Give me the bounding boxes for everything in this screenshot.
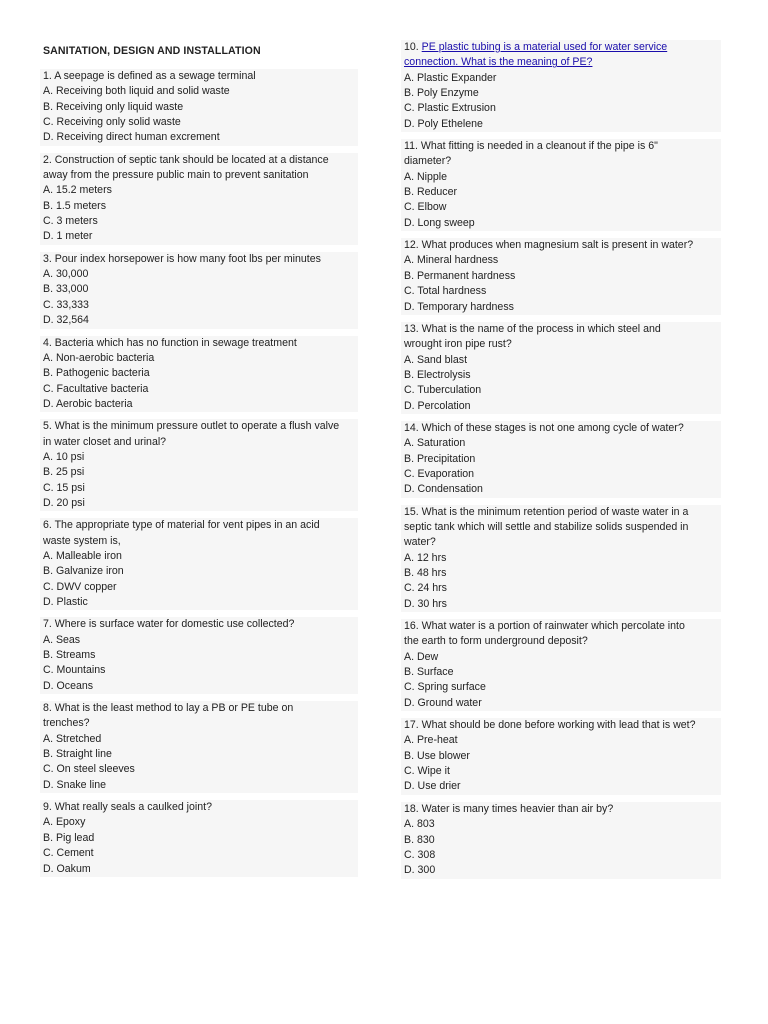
option-b: B. Electrolysis [404,368,471,381]
option-d: D. Ground water [404,696,482,709]
right-column [401,40,721,886]
option-a: A. Malleable iron [43,549,122,562]
question-stem [401,802,721,817]
question-text: 7. Where is surface water for domestic use collected? [43,618,295,631]
question-stem [401,322,721,353]
question-text: the earth to form underground deposit? [404,635,588,648]
option-b: B. Reducer [404,186,457,199]
question-text: 12. What produces when magnesium salt is present in water? [404,239,694,252]
question-text: 4. Bacteria which has no function in sewage treatment [43,336,297,349]
option-d: D. Receiving direct human excrement [43,131,220,144]
option-c: C. Evaporation [404,467,475,480]
option-b: B. 25 psi [43,466,85,479]
page-title: SANITATION, DESIGN AND INSTALLATION [40,40,358,62]
option-b: B. 33,000 [43,283,89,296]
question-text: 17. What should be done before working with lead that is wet? [404,719,696,732]
question-text: 3. Pour index horsepower is how many foot lbs per minutes [43,252,321,265]
option-c: C. Wipe it [404,765,450,778]
option-b: B. Poly Enzyme [404,87,479,100]
question-list-left [40,69,358,877]
question-text: 9. What really seals a caulked joint? [43,801,212,814]
question-text: waste system is, [43,534,121,547]
option-c: C. Cement [43,847,94,860]
option-a: A. 30,000 [43,268,89,281]
option-d: D. Percolation [404,399,471,412]
option-c: C. Total hardness [404,285,487,298]
option-d: D. Long sweep [404,216,475,229]
question-14 [401,421,721,498]
option-b: B. 1.5 meters [43,199,106,212]
question-4 [40,336,358,413]
question-13 [401,322,721,414]
option-b: B. Pig lead [43,831,95,844]
question-stem [401,139,721,170]
option-a: A. Stretched [43,732,102,745]
question-link[interactable]: PE plastic tubing is a material used for water service [421,41,668,53]
option-a: A. Epoxy [43,816,86,829]
question-12 [401,238,721,315]
option-d: D. 1 meter [43,230,93,243]
question-text: 16. What water is a portion of rainwater which percolate into [404,620,685,633]
option-d: D. 30 hrs [404,597,447,610]
left-column [40,40,358,884]
question-list-right [401,139,721,878]
option-c: C. Elbow [404,201,447,214]
question-text: water? [404,536,436,549]
question-stem [40,419,358,450]
question-stem [401,718,721,733]
option-a: A. Non-aerobic bacteria [43,351,155,364]
option-c: C. 24 hrs [404,582,447,595]
option-c: C. Plastic Extrusion [404,102,496,115]
question-text: diameter? [404,155,452,168]
question-stem [401,505,721,551]
option-a: A. Sand blast [404,353,468,366]
question-stem [40,800,358,815]
question-stem [40,153,358,184]
option-d: D. Poly Ethelene [404,117,483,130]
option-b: B. 48 hrs [404,567,447,579]
question-1 [40,69,358,146]
question-stem [401,238,721,253]
option-c: C. Mountains [43,664,106,677]
question-9 [40,800,358,877]
question-text: 15. What is the minimum retention period of waste water in a [404,505,689,518]
option-a: A. Receiving both liquid and solid waste [43,85,230,98]
option-a: A. 12 hrs [404,551,447,564]
question-16 [401,619,721,711]
question-text: septic tank which will settle and stabilize solids suspended in [404,520,689,533]
question-6 [40,518,358,610]
option-d: D. Oakum [43,862,91,875]
question-17 [401,718,721,795]
option-c: C. Spring surface [404,681,486,694]
question-text: 1. A seepage is defined as a sewage terminal [43,70,256,82]
question-8 [40,701,358,793]
question-stem [401,421,721,436]
option-d: D. Snake line [43,778,107,791]
question-stem [401,619,721,650]
option-a: A. 10 psi [43,450,85,463]
option-b: B. Straight line [43,748,112,761]
question-stem [40,336,358,351]
option-a: A. Nipple [404,170,447,183]
option-d: D. Use drier [404,780,461,793]
question-5 [40,419,358,511]
question-link[interactable]: connection. What is the meaning of PE? [404,56,593,69]
option-c: C. On steel sleeves [43,763,135,776]
option-b: B. Precipitation [404,452,476,465]
option-d: D. Aerobic bacteria [43,397,133,410]
question-text: 18. Water is many times heavier than air by? [404,802,614,815]
question-stem [40,518,358,549]
question-2 [40,153,358,245]
question-text: away from the pressure public main to prevent sanitation [43,169,309,182]
question-10 [401,40,721,132]
question-text: trenches? [43,717,90,730]
question-text: 11. What fitting is needed in a cleanout if the pipe is 6" [404,140,658,153]
question-text: in water closet and urinal? [43,435,167,448]
option-a: A. Mineral hardness [404,254,499,267]
option-b: B. Galvanize iron [43,565,124,578]
question-text: wrought iron pipe rust? [404,338,512,351]
question-text: 14. Which of these stages is not one among cycle of water? [404,421,684,434]
option-a: A. Seas [43,633,81,646]
option-c: C. 3 meters [43,215,98,228]
option-b: B. Surface [404,666,454,679]
question-stem [40,617,358,632]
option-b: B. Receiving only liquid waste [43,100,184,113]
option-a: A. Saturation [404,437,466,450]
question-7 [40,617,358,694]
question-3 [40,252,358,329]
option-d: D. 32,564 [43,314,89,327]
option-a: A. Pre-heat [404,734,458,747]
option-b: B. Streams [43,649,96,662]
option-d: D. Condensation [404,483,483,496]
option-c: C. 308 [404,848,436,861]
question-text: 5. What is the minimum pressure outlet to operate a flush valve [43,420,340,433]
option-d: D. 300 [404,864,436,877]
question-18 [401,802,721,879]
option-c: C. Tuberculation [404,384,482,397]
option-c: C. 15 psi [43,481,85,494]
option-c: C. Receiving only solid waste [43,116,181,129]
option-c: C. 33,333 [43,298,89,311]
option-b: B. Use blower [404,749,470,762]
question-text: 8. What is the least method to lay a PB or PE tube on [43,702,294,715]
question-11 [401,139,721,231]
question-15 [401,505,721,612]
question-text: 6. The appropriate type of material for vent pipes in an acid [43,519,320,532]
option-d: D. Temporary hardness [404,300,514,313]
option-a: A. 803 [404,818,435,831]
option-c: C. DWV copper [43,580,117,593]
question-text: 2. Construction of septic tank should be located at a distance [43,153,329,166]
option-d: D. Oceans [43,679,94,692]
option-a: A. Plastic Expander [404,71,497,84]
option-b: B. Pathogenic bacteria [43,367,150,380]
option-b: B. 830 [404,833,435,846]
question-text: 13. What is the name of the process in which steel and [404,322,661,335]
question-stem [40,252,358,267]
option-a: A. 15.2 meters [43,184,112,197]
question-stem [40,69,358,84]
question-stem [40,701,358,732]
option-b: B. Permanent hardness [404,269,516,282]
question-number: 10. [404,41,422,53]
question-stem [401,40,721,71]
option-d: D. 20 psi [43,496,85,509]
option-c: C. Facultative bacteria [43,382,149,395]
option-d: D. Plastic [43,596,88,608]
option-a: A. Dew [404,650,439,663]
